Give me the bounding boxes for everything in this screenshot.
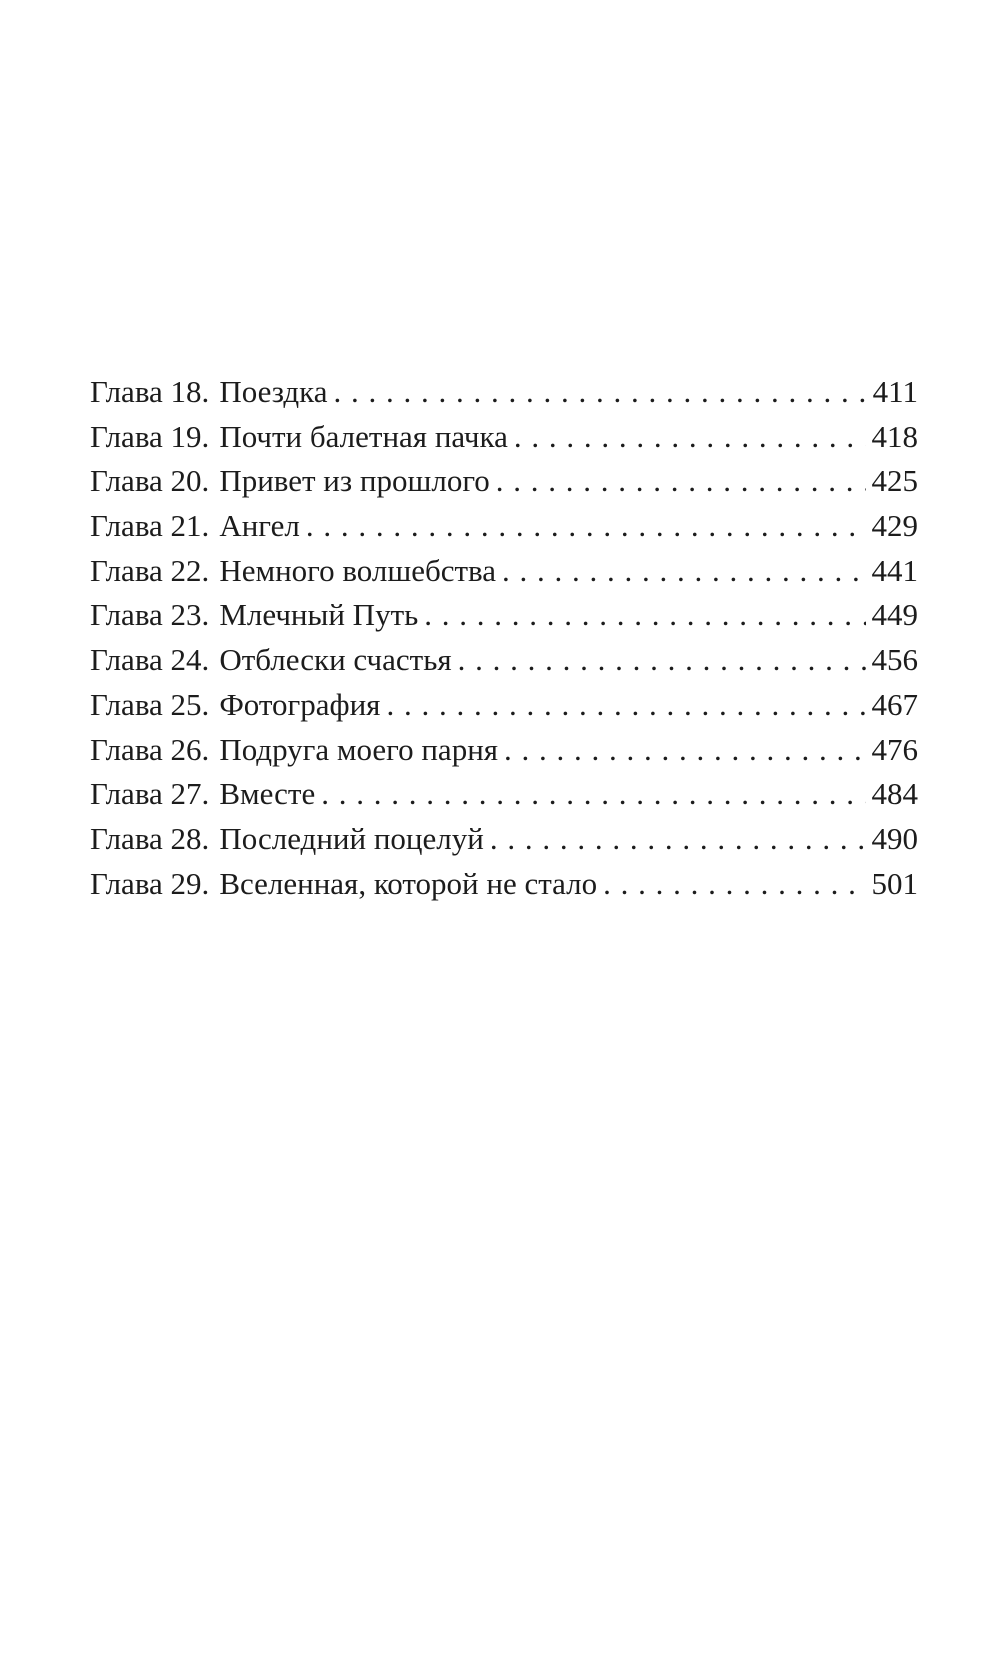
toc-entry-26 [90,728,918,773]
chapter-number: Глава 22. [90,552,210,588]
page-number: 484 [871,776,918,812]
chapter-number: Глава 24. [90,642,210,678]
page-number: 490 [871,820,918,856]
chapter-title: Вселенная, которой не стало [219,865,598,901]
page-number: 501 [871,865,918,901]
toc-entry-22 [90,549,918,594]
toc-entry-18 [90,370,918,415]
chapter-number: Глава 20. [90,463,210,499]
chapter-title: Немного волшебства [219,552,497,588]
toc-entry-24 [90,638,918,683]
toc-entry-27 [90,772,918,817]
chapter-title: Почти балетная пачка [219,418,508,454]
chapter-number: Глава 21. [90,508,210,544]
toc-entry-25 [90,683,918,728]
dot-leader [490,817,866,862]
chapter-title: Поездка [219,374,328,409]
toc-entry-29 [90,862,918,907]
dot-leader [334,370,867,415]
chapter-title: Привет из прошлого [219,463,490,499]
toc-entry-20 [90,459,918,504]
chapter-title: Подруга моего парня [219,731,499,767]
dot-leader [504,728,865,773]
page-number: 449 [871,597,918,633]
chapter-title: Фотография [219,686,381,722]
dot-leader [386,683,865,728]
page-number: 441 [871,552,918,588]
chapter-number: Глава 18. [90,374,210,409]
toc-entry-28 [90,817,918,862]
page-number: 467 [871,686,918,722]
chapter-number: Глава 23. [90,597,210,633]
dot-leader [514,415,866,460]
dot-leader [603,862,865,907]
dot-leader [458,638,866,683]
page-number: 411 [872,374,918,409]
chapter-number: Глава 26. [90,731,210,767]
chapter-title: Последний поцелуй [219,820,484,856]
chapter-number: Глава 25. [90,686,210,722]
dot-leader [496,459,866,504]
dot-leader [424,593,865,638]
dot-leader [502,549,865,594]
chapter-title: Млечный Путь [219,597,419,633]
toc-entry-19 [90,415,918,460]
page-number: 429 [871,508,918,544]
table-of-contents [90,370,918,906]
page-number: 476 [871,731,918,767]
chapter-number: Глава 19. [90,418,210,454]
chapter-title: Отблески счастья [219,642,452,678]
chapter-number: Глава 28. [90,820,210,856]
chapter-title: Вместе [219,776,316,812]
toc-entry-23 [90,593,918,638]
chapter-number: Глава 29. [90,865,210,901]
page-number: 456 [871,642,918,678]
page-number: 425 [871,463,918,499]
toc-entry-21 [90,504,918,549]
dot-leader [321,772,865,817]
page-number: 418 [871,418,918,454]
chapter-title: Ангел [219,508,300,544]
dot-leader [306,504,866,549]
chapter-number: Глава 27. [90,776,210,812]
